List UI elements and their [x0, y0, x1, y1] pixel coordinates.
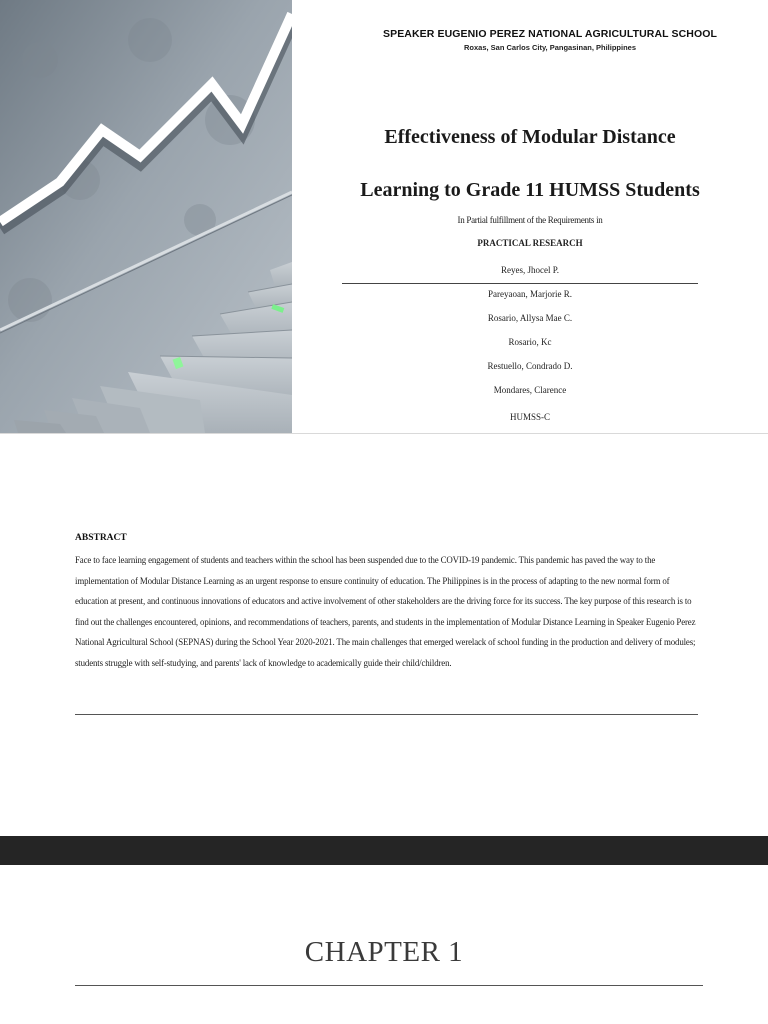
cover-page	[0, 0, 768, 433]
author-divider	[342, 283, 698, 284]
class-section: HUMSS-C	[509, 412, 550, 422]
abstract-body: Face to face learning engagement of students and teachers within the school has been suspended due to the COVID-19 pandemic. This pandemic has paved the way to the implementation of Modular Distance Learning as an urgent response to ensure continuity of education. The Philippines is in the process of adapting to the new normal form of education at present, and continuous innovations of educators and active involvement of other stakeholders are the driving force for its success. The key purpose of this research is to find out the challenges encountered, opinions, and recommendations of teachers, parents, and students in the implementation of Modular Distance Learning in Speaker Eugenio Perez National Agricultural School (SEPNAS) during the School Year 2020-2021. The main challenges that emerged werelack of school funding in the production and delivery of modules; students struggle with self-studying, and parents' lack of knowledge to academically guide their child/children.	[75, 555, 696, 668]
chapter-divider	[75, 985, 703, 986]
author-name: Pareyaoan, Marjorie R.	[488, 289, 572, 299]
author-list	[292, 264, 768, 408]
partial-fulfillment-text: In Partial fulfillment of the Requirements in	[457, 215, 603, 225]
chapter-heading: CHAPTER 1	[304, 936, 464, 968]
author-name: Restuello, Condrado D.	[487, 361, 573, 371]
page-separator	[0, 433, 768, 434]
school-address: Roxas, San Carlos City, Pangasinan, Philippines	[464, 43, 636, 52]
subject-name: PRACTICAL RESEARCH	[477, 238, 583, 248]
abstract-heading: ABSTRACT	[75, 533, 127, 543]
page-gap-band	[0, 836, 768, 865]
author-name: Rosario, Allysa Mae C.	[487, 313, 573, 323]
staircase-graph-photo	[0, 0, 292, 433]
school-name: SPEAKER EUGENIO PEREZ NATIONAL AGRICULTURAL SCHOOL	[382, 28, 718, 40]
author-name: Reyes, Jhocel P.	[501, 265, 559, 275]
author-name: Rosario, Kc	[508, 337, 552, 347]
author-name: Mondares, Clarence	[493, 385, 567, 395]
abstract-divider	[75, 714, 698, 715]
research-title-line-1: Effectiveness of Modular Distance	[384, 126, 676, 148]
research-title-line-2: Learning to Grade 11 HUMSS Students	[360, 179, 700, 201]
